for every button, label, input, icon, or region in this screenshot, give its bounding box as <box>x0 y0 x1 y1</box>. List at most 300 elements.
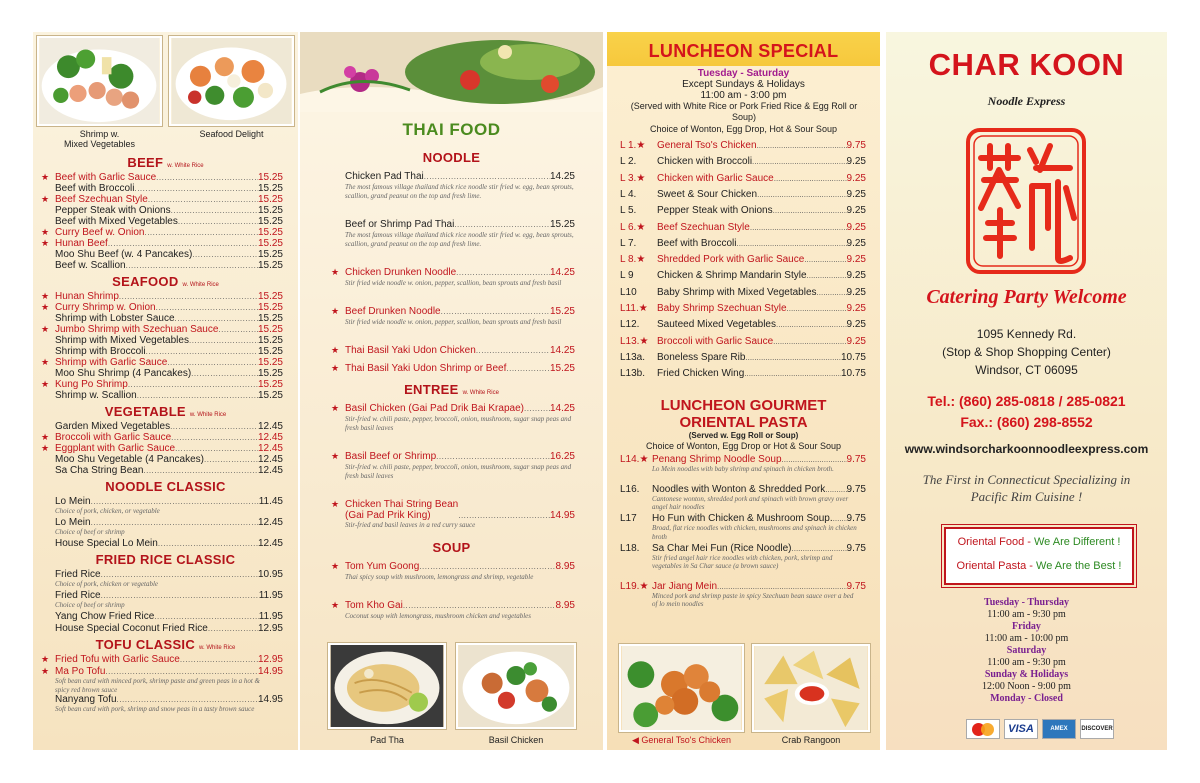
item-price: 9.75 <box>846 513 866 524</box>
leader-dots <box>158 538 258 549</box>
leader-dots <box>101 569 258 580</box>
item-name: Chicken with Garlic Sauce <box>657 172 774 184</box>
item-name: Pepper Steak with Onions <box>657 205 773 217</box>
general-tso-photo <box>619 644 744 732</box>
item-name: Penang Shrimp Noodle Soup <box>652 454 782 465</box>
leader-dots <box>105 666 258 677</box>
item-description: Stir fried wide noodle w. onion, pepper, scallion, bean sprouts and fresh basil <box>345 279 562 287</box>
leader-dots <box>191 368 258 379</box>
item-description: Coconut soup with lemongrass, mushroom chicken and vegetables <box>345 612 531 620</box>
item-name: General Tso's Chicken <box>657 140 757 151</box>
leader-dots <box>143 465 258 476</box>
menu-item <box>55 569 283 580</box>
item-price: 14.95 <box>549 510 575 521</box>
item-name: Shredded Pork with Garlic Sauce <box>657 254 805 266</box>
item-name: Garden Mixed Vegetables <box>55 421 171 432</box>
menu-item <box>55 335 283 346</box>
leader-dots <box>101 590 259 601</box>
item-code <box>620 581 652 592</box>
item-price: 12.45 <box>257 465 283 476</box>
item-description: Stir fried angel hair rice noodles with chicken, pork, shrimp and vegetables in Sa Char sauce (a brown sauce) <box>652 553 833 570</box>
leader-dots <box>128 379 258 390</box>
leader-dots <box>456 267 550 278</box>
item-name: Tom Kho Gai <box>345 600 403 611</box>
item-price: 9.75 <box>846 542 866 554</box>
leader-dots <box>717 581 847 592</box>
spicy-star-icon: ★ <box>41 324 50 334</box>
section-title: VEGETABLE <box>104 404 186 419</box>
item-price: 15.25 <box>257 368 283 379</box>
leader-dots <box>506 363 550 374</box>
chili-icon: ◀ <box>631 735 639 745</box>
leader-dots <box>736 238 846 249</box>
menu-item <box>55 302 283 313</box>
menu-item <box>55 517 283 528</box>
item-code <box>620 189 657 200</box>
item-price: 11.95 <box>258 590 283 601</box>
item-code-text: L 6. <box>620 221 637 233</box>
spicy-star-icon: ★ <box>41 379 50 389</box>
spicy-star-icon: ★ <box>41 227 50 237</box>
item-code <box>620 319 657 330</box>
spicy-star-icon: ★ <box>331 403 340 413</box>
luncheon-special-title: LUNCHEON SPECIAL <box>648 41 839 61</box>
item-price: 14.25 <box>549 345 575 356</box>
item-description: The most famous village thailand thick rice noodle stir fried w. egg, bean sprouts, scallion, grand peanut on the top and fresh lime. <box>345 183 574 200</box>
spicy-star-icon: ★ <box>331 451 340 461</box>
item-price: 14.95 <box>257 666 283 677</box>
section-heading <box>300 541 603 555</box>
item-name: Sa Cha String Bean <box>55 465 144 476</box>
item-code-text: L18. <box>620 542 640 554</box>
item-code-text: L 2. <box>620 156 637 168</box>
item-name: Chicken with Broccoli <box>657 156 753 168</box>
gourmet-served: (Served w. Egg Roll or Soup) <box>688 431 799 440</box>
item-name: Lo Mein <box>55 496 91 507</box>
shrimp-caption: Shrimp w. Mixed Vegetables <box>63 129 136 149</box>
item-name: Beef or Shrimp Pad Thai <box>345 219 455 230</box>
hours-time: 11:00 am - 10:00 pm <box>984 633 1069 644</box>
leader-dots <box>156 172 258 183</box>
leader-dots <box>218 324 258 335</box>
item-code-text: L17 <box>620 513 637 524</box>
item-price: 12.45 <box>257 454 283 465</box>
item-code <box>620 454 652 465</box>
leader-dots <box>108 238 258 249</box>
item-code-text: L19. <box>620 580 640 592</box>
basil-chicken-caption: Basil Chicken <box>488 735 544 745</box>
amex-icon: AMEX <box>1042 719 1076 739</box>
luncheon-except: Except Sundays & Holidays <box>682 79 805 90</box>
section-note: w. White Rice <box>182 282 219 288</box>
item-code <box>620 254 657 265</box>
tagline: The First in Connecticut Specializing in Pacific Rim Cuisine ! <box>922 472 1131 504</box>
menu-item <box>345 561 575 572</box>
leader-dots <box>441 306 550 317</box>
seafood-caption: Seafood Delight <box>199 129 264 139</box>
menu-item <box>345 363 575 374</box>
item-price: 9.25 <box>846 303 866 314</box>
spicy-star-icon: ★ <box>41 291 50 301</box>
menu-item <box>55 291 283 302</box>
item-price: 14.25 <box>549 403 575 414</box>
menu-item <box>55 454 283 465</box>
chinese-seal-logo <box>966 128 1086 274</box>
leader-dots <box>144 227 257 238</box>
luncheon-item <box>620 189 866 200</box>
leader-dots <box>119 291 258 302</box>
hours-day: Tuesday - Thursday <box>983 597 1070 608</box>
item-name: Chicken & Shrimp Mandarin Style <box>657 270 807 282</box>
leader-dots <box>419 561 555 572</box>
item-price: 15.25 <box>257 379 283 390</box>
item-code <box>620 336 657 347</box>
item-name: Chicken Thai String Bean (Gai Pad Prik King) <box>345 499 459 521</box>
item-name: Nanyang Tofu <box>55 694 117 705</box>
leader-dots <box>126 260 258 271</box>
leader-dots <box>774 173 847 184</box>
section-title: SEAFOOD <box>112 274 179 289</box>
item-code <box>620 140 657 151</box>
leader-dots <box>148 194 258 205</box>
item-description: Stir-fried w. chili paste, pepper, broccoli, onion, mushroom, sugar snap peas and fresh basil leaves <box>345 463 572 480</box>
spicy-star-icon: ★ <box>331 363 340 373</box>
gourmet-item <box>620 543 866 554</box>
payment-cards <box>966 719 1116 739</box>
menu-item <box>55 249 283 260</box>
item-name: Beef with Broccoli <box>657 237 737 249</box>
hours-time: 11:00 am - 9:30 pm <box>987 657 1066 668</box>
leader-dots <box>524 403 550 414</box>
luncheon-item <box>620 238 866 249</box>
item-price: 9.25 <box>846 335 866 347</box>
slogan-pasta-claim: We Are the Best ! <box>1036 560 1122 572</box>
leader-dots <box>424 171 550 182</box>
leader-dots <box>91 517 258 528</box>
luncheon-item <box>620 173 866 184</box>
item-name: Sa Char Mei Fun (Rice Noodle) <box>652 542 792 554</box>
hours-day: Friday <box>1012 621 1041 632</box>
section-note: w. White Rice <box>462 390 499 396</box>
item-description: Stir fried wide noodle w. onion, pepper, scallion, bean sprouts and fresh basil <box>345 318 562 326</box>
item-price: 10.75 <box>840 368 866 380</box>
visa-icon: VISA <box>1004 719 1038 739</box>
luncheon-choice: Choice of Wonton, Egg Drop, Hot & Sour Soup <box>650 124 837 134</box>
item-price: 15.25 <box>549 306 575 317</box>
item-code-text: L 4. <box>620 188 637 200</box>
item-price: 9.75 <box>846 483 866 495</box>
hours-time: 11:00 am - 9:30 pm <box>987 609 1066 620</box>
luncheon-item <box>620 287 866 298</box>
leader-dots <box>787 303 847 314</box>
item-description: Stir-fried w. chili paste, pepper, broccoli, onion, mushroom, sugar snap peas and fresh basil leaves <box>345 415 572 432</box>
item-name: Eggplant with Garlic Sauce <box>55 443 176 454</box>
menu-item <box>55 496 283 507</box>
item-code <box>620 287 657 298</box>
item-name: Fried Rice <box>55 569 101 580</box>
leader-dots <box>750 222 847 233</box>
item-price: 11.95 <box>258 611 283 622</box>
menu-item <box>345 267 575 278</box>
item-name: Beef Szechuan Style <box>55 194 148 205</box>
menu-item <box>55 654 283 665</box>
luncheon-hours: 11:00 am - 3:00 pm <box>700 90 787 101</box>
item-price: 9.25 <box>846 156 866 168</box>
item-code-text: L 3. <box>620 172 637 184</box>
item-price: 15.25 <box>257 291 283 302</box>
slogan-pasta <box>944 560 1134 572</box>
pad-thai-caption: Pad Tha <box>370 735 404 745</box>
item-name: Broccoli with Garlic Sauce <box>657 335 774 347</box>
menu-item <box>55 205 283 216</box>
item-price: 15.25 <box>257 172 283 183</box>
menu-item <box>345 306 575 317</box>
item-code <box>620 222 657 233</box>
item-name: Broccoli with Garlic Sauce <box>55 432 172 443</box>
menu-item <box>345 171 575 182</box>
menu-item <box>55 432 283 443</box>
catering-text: Catering Party Welcome <box>926 286 1127 308</box>
item-description: Minced pork and shrimp paste in spicy Szechuan bean sauce over a bed of lo mein noodles <box>652 591 854 608</box>
leader-dots <box>757 140 847 151</box>
luncheon-item <box>620 368 866 379</box>
spicy-star-icon: ★ <box>331 345 340 355</box>
section-heading <box>33 553 298 567</box>
leader-dots <box>757 189 846 200</box>
menu-item <box>55 465 283 476</box>
website-link[interactable]: www.windsorcharkoonnoodleexpress.com <box>904 442 1149 456</box>
basil-chicken-photo <box>456 643 576 729</box>
item-description: Stir-fried and basil leaves in a red curry sauce <box>345 521 476 529</box>
telephone: Tel.: (860) 285-0818 / 285-0821 <box>927 393 1126 409</box>
item-price: 9.25 <box>846 270 866 282</box>
luncheon-item <box>620 205 866 216</box>
leader-dots <box>436 451 550 462</box>
luncheon-item <box>620 336 866 347</box>
item-code <box>620 543 652 554</box>
leader-dots <box>458 510 550 521</box>
item-name: Hunan Shrimp <box>55 291 119 302</box>
item-name: Shrimp with Garlic Sauce <box>55 357 168 368</box>
leader-dots <box>817 287 847 298</box>
leader-dots <box>175 443 258 454</box>
item-price: 9.25 <box>846 172 866 184</box>
item-name: Kung Po Shrimp <box>55 379 128 390</box>
slogan-food <box>944 536 1134 548</box>
gourmet-choice: Choice of Wonton, Egg Drop or Hot & Sour Soup <box>646 441 841 451</box>
luncheon-item <box>620 222 866 233</box>
menu-item <box>55 216 283 227</box>
menu-item <box>55 368 283 379</box>
menu-item <box>345 451 575 462</box>
item-name: Shrimp with Lobster Sauce <box>55 313 175 324</box>
luncheon-item <box>620 303 866 314</box>
hours-day: Saturday <box>1006 645 1047 656</box>
item-name: Shrimp with Broccoli <box>55 346 146 357</box>
item-price: 12.45 <box>257 421 283 432</box>
item-price: 8.95 <box>555 561 575 572</box>
item-code-text: L 9 <box>620 270 634 282</box>
menu-item <box>55 346 283 357</box>
menu-item <box>55 666 283 677</box>
thai-banner-photo <box>300 32 603 112</box>
gourmet-item <box>620 454 866 465</box>
spicy-star-icon: ★ <box>41 194 50 204</box>
leader-dots <box>171 432 258 443</box>
item-price: 15.25 <box>257 346 283 357</box>
menu-item <box>55 379 283 390</box>
item-name: Beef with Mixed Vegetables <box>55 216 178 227</box>
item-name: Moo Shu Beef (w. 4 Pancakes) <box>55 249 193 260</box>
luncheon-days: Tuesday - Saturday <box>697 68 790 79</box>
spicy-star-icon: ★ <box>41 654 50 664</box>
menu-item <box>55 238 283 249</box>
item-description: Cantonese wonton, shredded pork and spinach with brown gravy over angel hair noodles <box>652 494 849 511</box>
leader-dots <box>204 454 258 465</box>
crab-rangoon-caption: Crab Rangoon <box>781 735 841 745</box>
item-name: Basil Beef or Shrimp <box>345 451 437 462</box>
item-price: 15.25 <box>257 313 283 324</box>
fax: Fax.: (860) 298-8552 <box>960 414 1093 430</box>
panel-entrees <box>33 32 298 750</box>
item-price: 10.95 <box>257 569 283 580</box>
seafood-delight-photo <box>169 36 294 126</box>
address-line-3: Windsor, CT 06095 <box>975 363 1078 377</box>
item-code <box>620 270 657 281</box>
general-tso-caption <box>619 735 744 745</box>
leader-dots <box>192 249 258 260</box>
leader-dots <box>776 319 847 330</box>
item-price: 8.95 <box>555 600 575 611</box>
item-description: Lo Mein noodles with baby shrimp and spinach in chicken broth. <box>652 465 834 473</box>
item-code <box>620 173 657 184</box>
leader-dots <box>178 216 258 227</box>
item-code <box>620 513 652 524</box>
pad-thai-photo <box>328 643 446 729</box>
spicy-star-icon: ★ <box>636 140 646 151</box>
leader-dots <box>134 183 257 194</box>
section-title: SOUP <box>432 540 471 555</box>
item-price: 12.45 <box>257 443 283 454</box>
hours-day: Sunday & Holidays <box>984 669 1069 680</box>
panel-cover <box>886 32 1167 750</box>
general-tso-caption-text: General Tso's Chicken <box>641 735 732 745</box>
address-line-1: 1095 Kennedy Rd. <box>976 327 1077 341</box>
hours-day: Monday - Closed <box>990 693 1063 704</box>
spicy-star-icon: ★ <box>639 335 649 347</box>
leader-dots <box>170 421 258 432</box>
item-price: 9.25 <box>846 254 866 266</box>
item-code <box>620 484 652 495</box>
item-name: Chicken Pad Thai <box>345 171 424 182</box>
item-description: Choice of beef or shrimp <box>55 528 125 536</box>
item-description: Choice of beef or shrimp <box>55 601 125 609</box>
item-description: Soft bean curd with minced pork, shrimp paste and green peas in a hot & spicy red brown sauce <box>55 677 260 694</box>
item-price: 15.25 <box>257 249 283 260</box>
menu-item <box>55 538 283 549</box>
luncheon-item <box>620 270 866 281</box>
item-name: Shrimp w. Scallion <box>55 390 137 401</box>
leader-dots <box>807 270 847 281</box>
item-description: Choice of pork, chicken or vegetable <box>55 580 159 588</box>
leader-dots <box>156 302 258 313</box>
menu-item <box>345 345 575 356</box>
item-name: Beef with Garlic Sauce <box>55 172 157 183</box>
item-price: 9.25 <box>846 286 866 298</box>
mastercard-icon <box>966 719 1000 739</box>
restaurant-name: CHAR KOON <box>928 47 1125 82</box>
slogan-food-label: Oriental Food - <box>957 536 1034 548</box>
spicy-star-icon: ★ <box>41 172 50 182</box>
item-code <box>620 156 657 167</box>
item-code <box>620 238 657 249</box>
spicy-star-icon: ★ <box>41 238 50 248</box>
luncheon-served: (Served with White Rice or Pork Fried Rice & Egg Roll or Soup) <box>630 101 858 122</box>
section-note: w. White Rice <box>189 412 227 418</box>
item-name: Baby Shrimp with Mixed Vegetables <box>657 286 817 298</box>
item-name: Chicken Drunken Noodle <box>345 267 457 278</box>
leader-dots <box>167 357 258 368</box>
spicy-star-icon: ★ <box>331 267 340 277</box>
item-price: 9.25 <box>846 221 866 233</box>
item-price: 14.95 <box>257 694 283 705</box>
item-price: 9.25 <box>846 188 866 200</box>
leader-dots <box>744 368 841 379</box>
item-code-text: L11. <box>620 303 639 314</box>
item-code <box>620 352 657 363</box>
item-description: Broad, flat rice noodles with chicken, mushrooms and spinach in chicken broth <box>652 524 857 541</box>
section-title: FRIED RICE CLASSIC <box>95 552 236 567</box>
item-price: 12.95 <box>257 623 283 634</box>
item-price: 15.25 <box>257 183 283 194</box>
item-price: 12.45 <box>257 538 283 549</box>
leader-dots <box>804 254 846 265</box>
spicy-star-icon: ★ <box>639 454 649 465</box>
slogan-food-claim: We Are Different ! <box>1034 536 1121 548</box>
item-price: 9.75 <box>846 580 866 592</box>
leader-dots <box>154 611 258 622</box>
item-name: Boneless Spare Rib <box>657 351 746 363</box>
item-price: 15.25 <box>549 219 575 230</box>
menu-item <box>55 260 283 271</box>
item-name: Fried Chicken Wing <box>657 368 745 380</box>
item-code-text: L14. <box>620 454 640 465</box>
item-name: Moo Shu Shrimp (4 Pancakes) <box>55 368 192 379</box>
item-description: The most famous village thailand thick rice noodle stir fried w. egg, bean sprouts, scallion, grand peanut on the top and fresh lime. <box>345 231 574 248</box>
item-price: 15.25 <box>257 390 283 401</box>
spicy-star-icon: ★ <box>331 499 340 509</box>
leader-dots <box>476 345 550 356</box>
item-name: Fried Rice <box>55 590 101 601</box>
luncheon-item <box>620 254 866 265</box>
section-heading <box>33 480 298 494</box>
discover-icon: DISCOVER <box>1080 719 1114 739</box>
menu-item <box>345 219 575 230</box>
item-name: Jar Jiang Mein <box>652 580 718 592</box>
item-price: 9.75 <box>846 140 866 151</box>
item-price: 15.25 <box>257 194 283 205</box>
item-price: 14.25 <box>549 267 575 278</box>
item-name: House Special Coconut Fried Rice <box>55 623 208 634</box>
item-price: 15.25 <box>257 357 283 368</box>
restaurant-subtitle: Noodle Express <box>987 94 1066 108</box>
item-price: 16.25 <box>549 451 575 462</box>
section-title: NOODLE CLASSIC <box>105 479 226 494</box>
item-name: Jumbo Shrimp with Szechuan Sauce <box>55 324 219 335</box>
leader-dots <box>189 335 258 346</box>
section-heading <box>33 156 298 173</box>
menu-item <box>55 611 283 622</box>
